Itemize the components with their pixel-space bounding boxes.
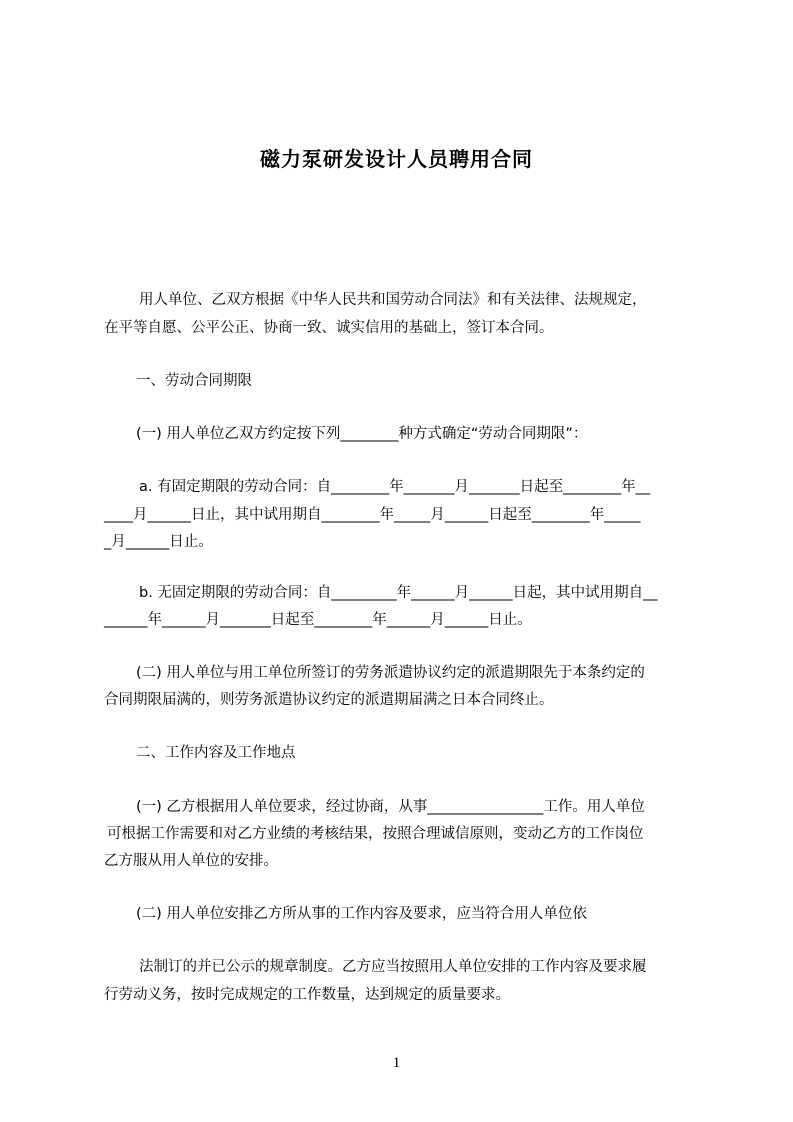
page-number: 1 [392,1055,401,1071]
paragraph-line: 合同期限届满的，则劳务派遣协议约定的派遣期届满之日本合同终止。 [104,692,554,708]
paragraph-line: _月______日止。 [104,534,213,550]
paragraph-line: 行劳动义务，按时完成规定的工作数量，达到规定的质量要求。 [104,987,510,1003]
paragraph-line: 用人单位、乙双方根据《中华人民共和国劳动合同法》和有关法律、法规规定， [139,292,647,308]
paragraph-line: 乙方服从用人单位的安排。 [104,853,278,869]
paragraph-line: a. 有固定期限的劳动合同：自________年_______月_______日起至________年__ [139,479,651,495]
section-heading: 二、工作内容及工作地点 [136,745,296,761]
paragraph-line: (二) 用人单位安排乙方所从事的工作内容及要求，应当符合用人单位依 [136,906,587,922]
paragraph-line: (二) 用人单位与用工单位所签订的劳务派遣协议约定的派遣期限先于本条约定的 [136,665,645,681]
document-title: 磁力泵研发设计人员聘用合同 [260,147,533,171]
paragraph-line: (一) 乙方根据用人单位要求，经过协商，从事________________工作。用人单位 [136,799,645,815]
paragraph-line: b. 无固定期限的劳动合同：自_________年______月______日起，其中试用期自__ [139,585,658,601]
paragraph-line: 可根据工作需要和对乙方业绩的考核结果，按照合理诚信原则，变动乙方的工作岗位 [107,826,644,842]
paragraph-line: ____月______日止，其中试用期自________年_____月______日起至________年_____ [104,507,641,523]
paragraph-line: ______年______月_______日起至________年______月______日止。 [104,612,532,628]
paragraph-line: 在平等自愿、公平公正、协商一致、诚实信用的基础上，签订本合同。 [104,320,554,336]
paragraph-line: 法制订的并已公示的规章制度。乙方应当按照用人单位安排的工作内容及要求履 [139,959,647,975]
section-heading: 一、劳动合同期限 [136,373,252,389]
paragraph-line: (一) 用人单位乙双方约定按下列________种方式确定“劳动合同期限”： [136,426,588,442]
